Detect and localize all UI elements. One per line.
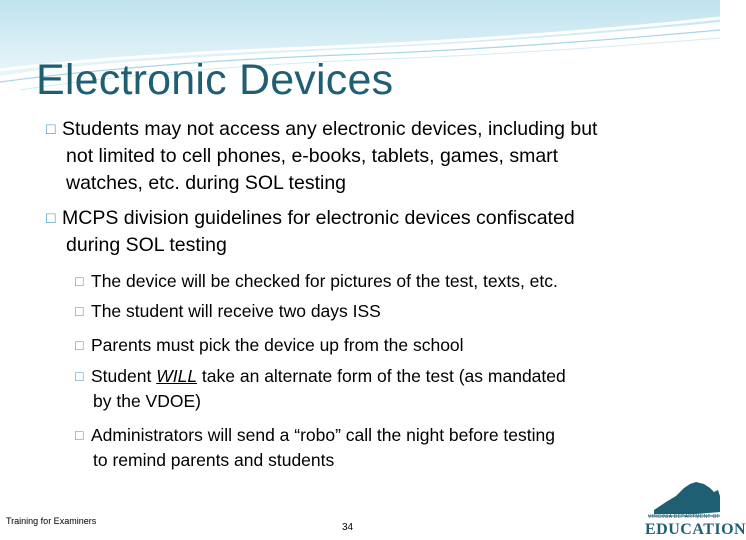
logo-subtitle: VIRGINIA DEPARTMENT OF xyxy=(648,514,720,520)
subbullet-marker-icon: □ xyxy=(75,303,84,319)
subbullet-continuation: to remind parents and students xyxy=(93,450,335,470)
bullet-marker-icon: □ xyxy=(46,210,56,227)
subbullet-continuation: by the VDOE) xyxy=(93,391,201,411)
bullet-continuation: watches, etc. during SOL testing xyxy=(66,172,347,194)
slide-title: Electronic Devices xyxy=(36,56,394,104)
bullet-item: □ MCPS division guidelines for electronic devices confiscated xyxy=(46,205,575,232)
footer-label: Training for Examiners xyxy=(6,516,97,526)
bullet-continuation: not limited to cell phones, e-books, tablets, games, smart xyxy=(66,145,559,167)
subbullet-item: □ Student WILL take an alternate form of the test (as mandated xyxy=(75,364,566,389)
page-number: 34 xyxy=(342,522,354,533)
subbullet-item: □ Parents must pick the device up from the school xyxy=(75,333,464,358)
subbullet-marker-icon: □ xyxy=(75,273,84,289)
subbullet-marker-icon: □ xyxy=(75,337,84,353)
subbullet-item: □ The student will receive two days ISS xyxy=(75,299,381,324)
subbullet-item: □ The device will be checked for pictures of the test, texts, etc. xyxy=(75,269,558,294)
bullet-marker-icon: □ xyxy=(46,121,56,138)
subbullet-item: □ Administrators will send a “robo” call the night before testing xyxy=(75,423,555,448)
bullet-item: □ Students may not access any electronic devices, including but xyxy=(46,116,597,143)
emphasis-will: WILL xyxy=(156,366,198,386)
subbullet-marker-icon: □ xyxy=(75,368,84,384)
logo-title: EDUCATION xyxy=(645,521,746,538)
bullet-continuation: during SOL testing xyxy=(66,234,227,256)
subbullet-marker-icon: □ xyxy=(75,427,84,443)
